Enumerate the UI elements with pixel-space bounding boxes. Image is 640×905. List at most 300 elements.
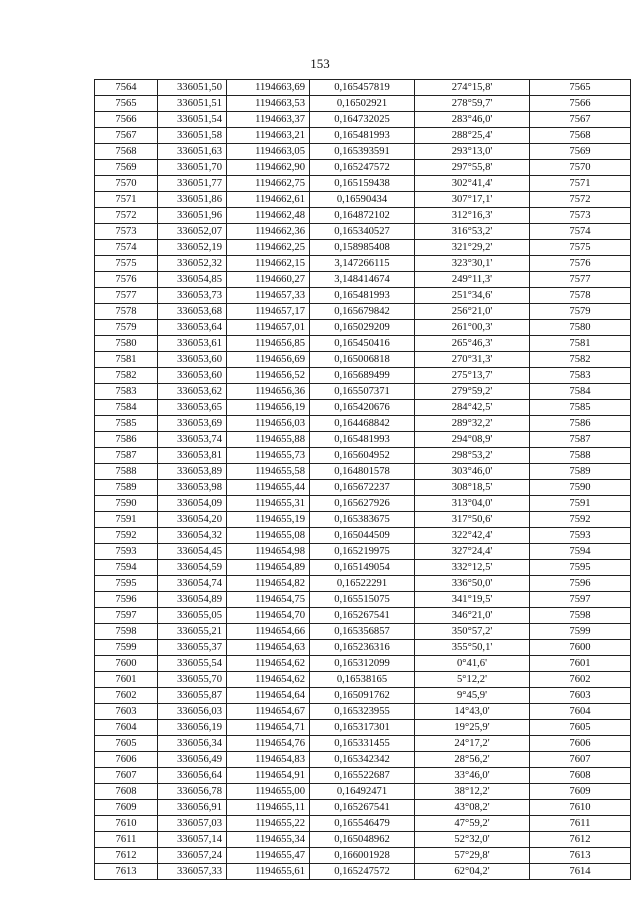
cell-from-point: 7599 [95,640,158,656]
cell-y: 1194663,53 [227,96,310,112]
cell-y: 1194663,69 [227,80,310,96]
cell-to-point: 7578 [530,288,631,304]
cell-x: 336056,64 [158,768,227,784]
cell-y: 1194655,11 [227,800,310,816]
cell-x: 336052,07 [158,224,227,240]
cell-y: 1194655,08 [227,528,310,544]
cell-from-point: 7585 [95,416,158,432]
cell-y: 1194662,15 [227,256,310,272]
table-row [95,160,631,176]
table-row [95,272,631,288]
cell-length: 0,165247572 [310,160,415,176]
cell-from-point: 7604 [95,720,158,736]
cell-x: 336053,69 [158,416,227,432]
cell-bearing: 350°57,2' [415,624,530,640]
cell-length: 3,148414674 [310,272,415,288]
table-row [95,512,631,528]
cell-length: 0,165323955 [310,704,415,720]
cell-from-point: 7579 [95,320,158,336]
cell-from-point: 7565 [95,96,158,112]
cell-to-point: 7580 [530,320,631,336]
cell-bearing: 336°50,0' [415,576,530,592]
cell-to-point: 7598 [530,608,631,624]
cell-to-point: 7594 [530,544,631,560]
cell-to-point: 7595 [530,560,631,576]
cell-length: 0,165481993 [310,288,415,304]
table-row [95,464,631,480]
cell-x: 336055,54 [158,656,227,672]
cell-y: 1194656,69 [227,352,310,368]
cell-length: 0,16492471 [310,784,415,800]
cell-to-point: 7603 [530,688,631,704]
cell-to-point: 7571 [530,176,631,192]
cell-to-point: 7576 [530,256,631,272]
cell-length: 0,165029209 [310,320,415,336]
cell-y: 1194654,75 [227,592,310,608]
cell-y: 1194656,52 [227,368,310,384]
cell-y: 1194654,63 [227,640,310,656]
table-row [95,640,631,656]
cell-x: 336055,70 [158,672,227,688]
cell-bearing: 38°12,2' [415,784,530,800]
cell-y: 1194662,90 [227,160,310,176]
cell-to-point: 7587 [530,432,631,448]
cell-to-point: 7614 [530,864,631,880]
cell-bearing: 346°21,0' [415,608,530,624]
cell-x: 336051,51 [158,96,227,112]
table-row [95,608,631,624]
cell-from-point: 7586 [95,432,158,448]
cell-bearing: 19°25,9' [415,720,530,736]
table-row [95,400,631,416]
table-row [95,752,631,768]
cell-length: 0,16590434 [310,192,415,208]
cell-x: 336053,64 [158,320,227,336]
cell-from-point: 7609 [95,800,158,816]
cell-bearing: 14°43,0' [415,704,530,720]
cell-x: 336053,61 [158,336,227,352]
table-row [95,624,631,640]
cell-y: 1194663,21 [227,128,310,144]
cell-from-point: 7567 [95,128,158,144]
cell-y: 1194662,25 [227,240,310,256]
cell-from-point: 7596 [95,592,158,608]
cell-from-point: 7571 [95,192,158,208]
cell-bearing: 332°12,5' [415,560,530,576]
cell-length: 0,16502921 [310,96,415,112]
table-row [95,144,631,160]
cell-to-point: 7582 [530,352,631,368]
cell-x: 336053,81 [158,448,227,464]
cell-from-point: 7583 [95,384,158,400]
cell-x: 336055,21 [158,624,227,640]
table-row [95,592,631,608]
cell-length: 0,165340527 [310,224,415,240]
cell-bearing: 284°42,5' [415,400,530,416]
cell-from-point: 7598 [95,624,158,640]
table-row [95,176,631,192]
table-row [95,352,631,368]
cell-bearing: 322°42,4' [415,528,530,544]
cell-bearing: 261°00,3' [415,320,530,336]
table-row [95,864,631,880]
cell-length: 0,165546479 [310,816,415,832]
cell-y: 1194663,05 [227,144,310,160]
cell-to-point: 7572 [530,192,631,208]
table-row [95,656,631,672]
cell-x: 336053,98 [158,480,227,496]
cell-length: 0,166001928 [310,848,415,864]
cell-x: 336053,73 [158,288,227,304]
cell-length: 0,165267541 [310,800,415,816]
table-row [95,496,631,512]
cell-y: 1194663,37 [227,112,310,128]
table-row [95,432,631,448]
cell-to-point: 7591 [530,496,631,512]
table-row [95,544,631,560]
cell-from-point: 7570 [95,176,158,192]
cell-y: 1194654,82 [227,576,310,592]
page-number: 153 [310,56,330,71]
cell-length: 0,165356857 [310,624,415,640]
cell-from-point: 7569 [95,160,158,176]
table-row [95,224,631,240]
cell-y: 1194655,88 [227,432,310,448]
cell-length: 0,165247572 [310,864,415,880]
cell-from-point: 7592 [95,528,158,544]
cell-y: 1194655,73 [227,448,310,464]
cell-from-point: 7587 [95,448,158,464]
cell-x: 336051,86 [158,192,227,208]
cell-to-point: 7610 [530,800,631,816]
cell-from-point: 7576 [95,272,158,288]
cell-y: 1194657,17 [227,304,310,320]
cell-bearing: 298°53,2' [415,448,530,464]
cell-to-point: 7590 [530,480,631,496]
cell-length: 0,165604952 [310,448,415,464]
cell-length: 0,165159438 [310,176,415,192]
cell-x: 336056,49 [158,752,227,768]
coordinates-table [94,79,631,880]
cell-from-point: 7581 [95,352,158,368]
cell-y: 1194655,47 [227,848,310,864]
cell-from-point: 7600 [95,656,158,672]
table-row [95,368,631,384]
cell-to-point: 7575 [530,240,631,256]
table-row [95,848,631,864]
cell-bearing: 317°50,6' [415,512,530,528]
cell-y: 1194654,62 [227,672,310,688]
cell-x: 336053,68 [158,304,227,320]
cell-from-point: 7605 [95,736,158,752]
cell-length: 0,165679842 [310,304,415,320]
cell-from-point: 7613 [95,864,158,880]
cell-to-point: 7607 [530,752,631,768]
cell-from-point: 7580 [95,336,158,352]
cell-bearing: 0°41,6' [415,656,530,672]
cell-length: 0,165267541 [310,608,415,624]
cell-length: 0,165627926 [310,496,415,512]
cell-from-point: 7603 [95,704,158,720]
table-row [95,816,631,832]
cell-y: 1194655,58 [227,464,310,480]
cell-bearing: 323°30,1' [415,256,530,272]
cell-from-point: 7574 [95,240,158,256]
cell-bearing: 275°13,7' [415,368,530,384]
cell-length: 0,165342342 [310,752,415,768]
cell-bearing: 265°46,3' [415,336,530,352]
cell-y: 1194662,36 [227,224,310,240]
cell-y: 1194654,62 [227,656,310,672]
cell-x: 336056,78 [158,784,227,800]
cell-bearing: 5°12,2' [415,672,530,688]
table-row [95,80,631,96]
cell-from-point: 7566 [95,112,158,128]
cell-from-point: 7589 [95,480,158,496]
table-row [95,560,631,576]
table-row [95,704,631,720]
cell-x: 336056,03 [158,704,227,720]
cell-y: 1194654,89 [227,560,310,576]
cell-x: 336056,19 [158,720,227,736]
cell-x: 336051,96 [158,208,227,224]
table-row [95,832,631,848]
cell-from-point: 7595 [95,576,158,592]
cell-length: 0,165515075 [310,592,415,608]
cell-from-point: 7568 [95,144,158,160]
cell-from-point: 7601 [95,672,158,688]
table-row [95,240,631,256]
cell-from-point: 7564 [95,80,158,96]
cell-x: 336051,58 [158,128,227,144]
cell-to-point: 7600 [530,640,631,656]
cell-x: 336056,34 [158,736,227,752]
cell-to-point: 7592 [530,512,631,528]
cell-from-point: 7608 [95,784,158,800]
cell-to-point: 7574 [530,224,631,240]
cell-x: 336054,89 [158,592,227,608]
cell-to-point: 7566 [530,96,631,112]
cell-bearing: 297°55,8' [415,160,530,176]
cell-y: 1194662,75 [227,176,310,192]
cell-to-point: 7577 [530,272,631,288]
table-row [95,320,631,336]
cell-x: 336051,50 [158,80,227,96]
cell-length: 0,165393591 [310,144,415,160]
cell-from-point: 7607 [95,768,158,784]
cell-x: 336054,59 [158,560,227,576]
cell-bearing: 256°21,0' [415,304,530,320]
cell-to-point: 7605 [530,720,631,736]
cell-from-point: 7610 [95,816,158,832]
cell-x: 336054,20 [158,512,227,528]
cell-length: 0,165317301 [310,720,415,736]
cell-from-point: 7606 [95,752,158,768]
cell-to-point: 7570 [530,160,631,176]
table-row [95,128,631,144]
table-row [95,112,631,128]
cell-length: 0,165450416 [310,336,415,352]
cell-from-point: 7591 [95,512,158,528]
cell-y: 1194654,76 [227,736,310,752]
cell-bearing: 288°25,4' [415,128,530,144]
cell-from-point: 7584 [95,400,158,416]
cell-length: 0,165689499 [310,368,415,384]
cell-length: 3,147266115 [310,256,415,272]
cell-bearing: 43°08,2' [415,800,530,816]
cell-length: 0,165507371 [310,384,415,400]
table-row [95,528,631,544]
cell-length: 0,165331455 [310,736,415,752]
cell-bearing: 9°45,9' [415,688,530,704]
cell-length: 0,165044509 [310,528,415,544]
cell-from-point: 7597 [95,608,158,624]
cell-y: 1194662,48 [227,208,310,224]
cell-x: 336054,09 [158,496,227,512]
cell-length: 0,165383675 [310,512,415,528]
cell-from-point: 7612 [95,848,158,864]
cell-length: 0,165006818 [310,352,415,368]
cell-bearing: 270°31,3' [415,352,530,368]
cell-to-point: 7611 [530,816,631,832]
cell-y: 1194655,22 [227,816,310,832]
cell-x: 336051,54 [158,112,227,128]
cell-to-point: 7567 [530,112,631,128]
cell-from-point: 7578 [95,304,158,320]
cell-x: 336052,32 [158,256,227,272]
cell-from-point: 7590 [95,496,158,512]
cell-from-point: 7602 [95,688,158,704]
cell-bearing: 303°46,0' [415,464,530,480]
table-row [95,736,631,752]
cell-bearing: 47°59,2' [415,816,530,832]
cell-bearing: 294°08,9' [415,432,530,448]
cell-x: 336057,14 [158,832,227,848]
cell-to-point: 7604 [530,704,631,720]
cell-bearing: 279°59,2' [415,384,530,400]
cell-bearing: 57°29,8' [415,848,530,864]
cell-from-point: 7593 [95,544,158,560]
cell-length: 0,16522291 [310,576,415,592]
cell-x: 336053,89 [158,464,227,480]
cell-x: 336053,60 [158,368,227,384]
cell-x: 336057,03 [158,816,227,832]
cell-y: 1194655,34 [227,832,310,848]
cell-length: 0,165672237 [310,480,415,496]
cell-length: 0,165219975 [310,544,415,560]
cell-y: 1194655,31 [227,496,310,512]
table-row [95,256,631,272]
cell-y: 1194654,67 [227,704,310,720]
cell-to-point: 7583 [530,368,631,384]
cell-y: 1194654,71 [227,720,310,736]
cell-to-point: 7609 [530,784,631,800]
cell-y: 1194656,03 [227,416,310,432]
cell-length: 0,165522687 [310,768,415,784]
coordinates-table-body [95,80,631,880]
cell-x: 336054,85 [158,272,227,288]
cell-y: 1194654,91 [227,768,310,784]
cell-length: 0,165481993 [310,128,415,144]
cell-from-point: 7611 [95,832,158,848]
table-row [95,336,631,352]
cell-bearing: 274°15,8' [415,80,530,96]
cell-to-point: 7596 [530,576,631,592]
cell-x: 336055,37 [158,640,227,656]
cell-to-point: 7565 [530,80,631,96]
cell-to-point: 7573 [530,208,631,224]
cell-bearing: 289°32,2' [415,416,530,432]
table-row [95,416,631,432]
cell-bearing: 278°59,7' [415,96,530,112]
table-row [95,688,631,704]
cell-from-point: 7575 [95,256,158,272]
cell-length: 0,164468842 [310,416,415,432]
cell-y: 1194656,85 [227,336,310,352]
cell-bearing: 308°18,5' [415,480,530,496]
cell-y: 1194657,33 [227,288,310,304]
cell-y: 1194662,61 [227,192,310,208]
cell-y: 1194654,64 [227,688,310,704]
cell-length: 0,165481993 [310,432,415,448]
cell-length: 0,164732025 [310,112,415,128]
cell-length: 0,165420676 [310,400,415,416]
cell-length: 0,165048962 [310,832,415,848]
table-row [95,720,631,736]
cell-length: 0,165457819 [310,80,415,96]
cell-from-point: 7594 [95,560,158,576]
cell-x: 336054,74 [158,576,227,592]
cell-bearing: 327°24,4' [415,544,530,560]
cell-x: 336053,65 [158,400,227,416]
cell-to-point: 7586 [530,416,631,432]
cell-y: 1194654,66 [227,624,310,640]
cell-x: 336054,45 [158,544,227,560]
cell-y: 1194655,44 [227,480,310,496]
cell-bearing: 312°16,3' [415,208,530,224]
cell-to-point: 7612 [530,832,631,848]
cell-to-point: 7593 [530,528,631,544]
cell-bearing: 249°11,3' [415,272,530,288]
cell-length: 0,158985408 [310,240,415,256]
table-row [95,304,631,320]
cell-bearing: 355°50,1' [415,640,530,656]
table-row [95,480,631,496]
cell-x: 336056,91 [158,800,227,816]
cell-to-point: 7602 [530,672,631,688]
cell-to-point: 7584 [530,384,631,400]
cell-x: 336051,77 [158,176,227,192]
cell-x: 336052,19 [158,240,227,256]
cell-bearing: 307°17,1' [415,192,530,208]
cell-length: 0,165091762 [310,688,415,704]
table-row [95,448,631,464]
table-row [95,384,631,400]
cell-bearing: 283°46,0' [415,112,530,128]
cell-to-point: 7585 [530,400,631,416]
cell-x: 336053,60 [158,352,227,368]
cell-bearing: 52°32,0' [415,832,530,848]
table-row [95,784,631,800]
table-row [95,192,631,208]
cell-to-point: 7606 [530,736,631,752]
cell-from-point: 7572 [95,208,158,224]
cell-y: 1194655,00 [227,784,310,800]
cell-length: 0,165149054 [310,560,415,576]
cell-bearing: 341°19,5' [415,592,530,608]
cell-to-point: 7597 [530,592,631,608]
cell-from-point: 7577 [95,288,158,304]
